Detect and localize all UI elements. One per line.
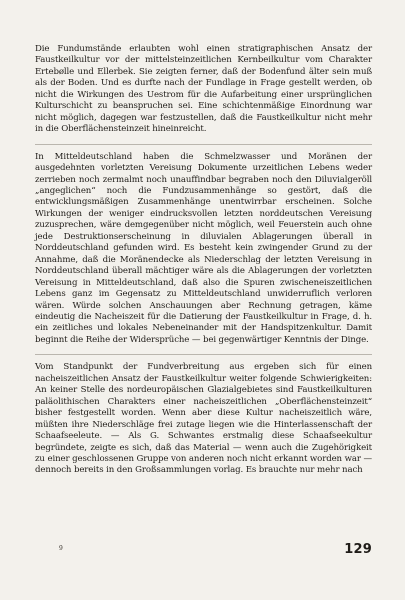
page-footer	[35, 542, 372, 562]
paragraph-2: In Mitteldeutschland haben die Schmelzwasser und Moränen der ausgedehnten vorletzten Vereisung Dokumente urzeitlichen Lebens weder zerrieben noch zermalmt noch unauffindbar begraben noch den Diluvialgeröll „angeglichen“ noch die Fundzusammenhänge so gestört, daß die entwicklungsmäßigen Zusammenhänge unentwirrbar erscheinen. Solche Wirkungen der weniger eindrucksvollen letzten norddeutschen Vereisung zuzusprechen, wäre demgegenüber nicht möglich, weil Feuerstein auch ohne jede Destruktionserscheinung in diluvialen Ablagerungen überall in Norddeutschland gefunden wird. Es besteht kein zwingender Grund zu der Annahme, daß die Moränendecke als Niederschlag der letzten Vereisung in Norddeutschland überall mächtiger wäre als die Ablagerungen der vorletzten Vereisung in Mitteldeutschland, daß also die Spuren zwischeneiszeitlichen Lebens ganz im Gegensatz zu Mitteldeutschland unwiderruflich verloren wären. Würde solchen Anschauungen aber Rechnung getragen, käme eindeutig die Nacheiszeit für die Datierung der Faustkeilkultur in Frage, d. h. ein zeitliches und lokales Nebeneinander mit der Handspitzenkultur. Damit beginnt die Reihe der Widersprüche — bei gegenwärtiger Kenntnis der Dinge.	[35, 151, 372, 345]
paragraph-3: Vom Standpunkt der Fundverbreitung aus ergeben sich für einen nacheiszeitlichen Ansatz der Faustkeilkultur weiter folgende Schwierigkeiten: An keiner Stelle des nordeuropäischen Glazialgebietes sind Faustkeilkulturen paläolithischen Charakters einer nacheiszeitlichen „Oberflächensteinzeit“ bisher festgestellt worden. Wenn aber diese Kultur nacheiszeitlich wäre, müßten ihre Niederschläge frei zutage liegen wie die Hinterlassenschaft der Schaafseeleute. — Als G. Schwantes erstmalig diese Schaafseekultur begründete, zeigte es sich, daß das Material — wenn auch die Zugehörigkeit zu einer geschlossenen Gruppe von anderen noch nicht erkannt worden war — dennoch bereits in den Großsammlungen vorlag. Es brauchte nur mehr nach	[35, 362, 372, 476]
signature-mark: 9	[59, 545, 63, 552]
page-number: 129	[344, 542, 372, 557]
paragraph-1: Die Fundumstände erlaubten wohl einen stratigraphischen Ansatz der Faustkeilkultur vor der mittelsteinzeitlichen Kernbeilkultur vom Charakter Ertebølle und Ellerbek. Sie zeigten ferner, daß der Bodenfund älter sein muß als der Boden. Und es durfte nach der Fundlage in Frage gestellt werden, ob nicht die Wirkungen des Uestrom für die Aufarbeitung einer ursprünglichen Kulturschicht zu beanspruchen sei. Eine schichtenmäßige Einordnung war nicht möglich, dagegen war festzustellen, daß die Faustkeilkultur nicht mehr in die Oberflächensteinzeit hineinreicht.	[35, 44, 372, 135]
body-text	[35, 44, 372, 485]
section-divider	[35, 354, 372, 355]
section-divider	[35, 144, 372, 145]
